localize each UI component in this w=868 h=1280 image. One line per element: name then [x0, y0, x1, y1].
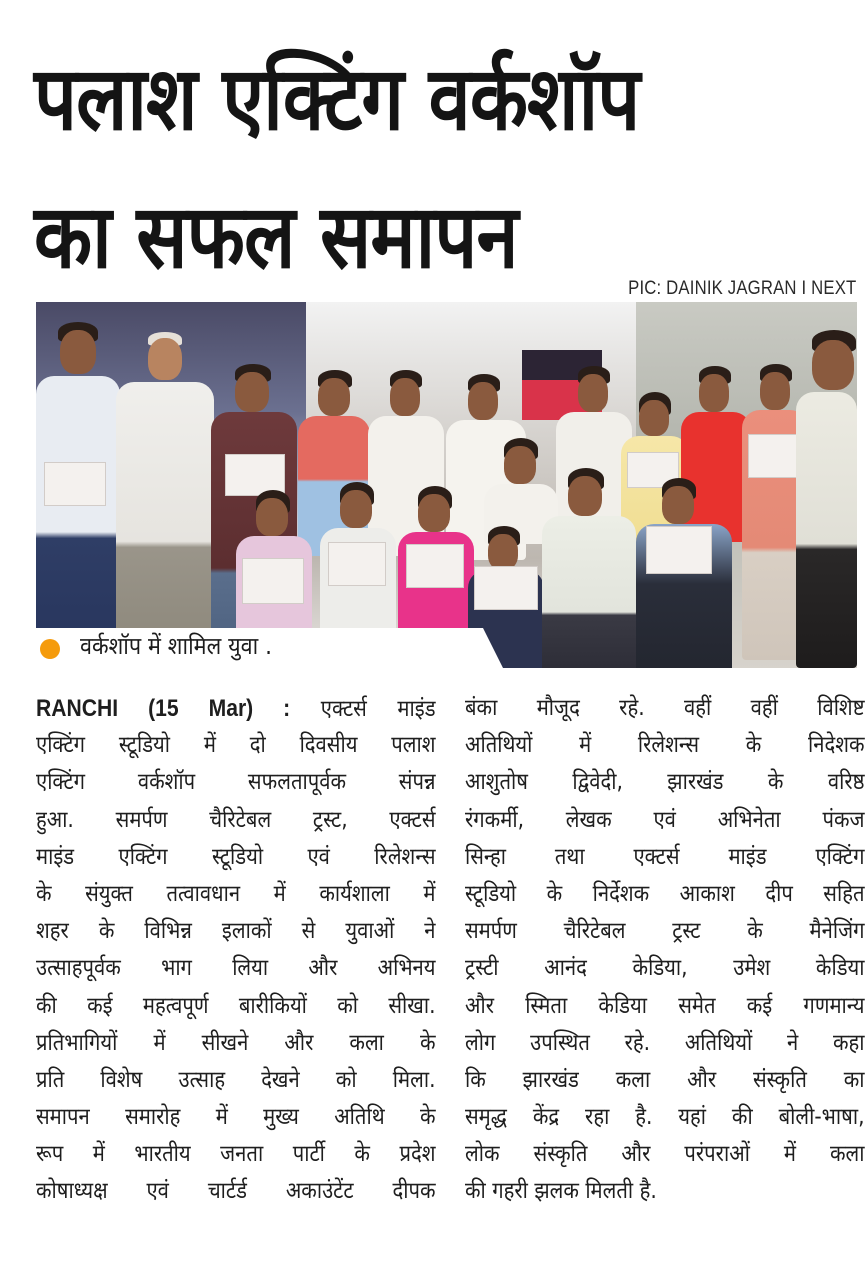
body-line: अतिथियों में रिलेशन्स के निदेशक — [465, 732, 865, 759]
headline-line-2: का सफल समापन — [34, 185, 518, 288]
body-line: प्रति विशेष उत्साह देखने को मिला. — [36, 1066, 436, 1093]
photo-credit: PIC: DAINIK JAGRAN I NEXT — [627, 278, 856, 299]
article-body-left-column — [36, 690, 436, 1211]
photo-caption: वर्कशॉप में शामिल युवा . — [80, 632, 272, 660]
headline — [34, 30, 739, 306]
body-line: कोषाध्यक्ष एवं चार्टर्ड अकाउंटेंट दीपक — [36, 1178, 436, 1205]
body-line: सिन्हा तथा एक्टर्स माइंड एक्टिंग — [465, 843, 865, 870]
body-line: ट्रस्टी आनंद केडिया, उमेश केडिया — [465, 955, 865, 982]
body-line: समापन समारोह में मुख्य अतिथि के — [36, 1104, 436, 1131]
body-line: समर्पण चैरिटेबल ट्रस्ट के मैनेजिंग — [465, 918, 865, 945]
body-line: लोक संस्कृति और परंपराओं में कला — [465, 1141, 865, 1168]
body-line: माइंड एक्टिंग स्टूडियो एवं रिलेशन्स — [36, 843, 436, 870]
body-line: आशुतोष द्विवेदी, झारखंड के वरिष्ठ — [465, 769, 865, 796]
headline-line-1: पलाश एक्टिंग वर्कशॉप — [34, 47, 640, 150]
caption-bullet-icon — [40, 639, 60, 659]
body-line: रूप में भारतीय जनता पार्टी के प्रदेश — [36, 1141, 436, 1168]
body-line: बंका मौजूद रहे. वहीं वहीं विशिष्ट — [465, 695, 865, 721]
body-line: रंगकर्मी, लेखक एवं अभिनेता पंकज — [465, 806, 865, 833]
article-body-right-column — [465, 690, 865, 1211]
body-line: लोग उपस्थित रहे. अतिथियों ने कहा — [465, 1029, 865, 1056]
body-line: और स्मिता केडिया समेत कई गणमान्य — [465, 992, 865, 1019]
body-line: के संयुक्त तत्वावधान में कार्यशाला में — [36, 880, 436, 907]
dateline: RANCHI (15 Mar) : — [36, 695, 291, 722]
body-line: RANCHI (15 Mar) : एक्टर्स माइंड — [36, 695, 436, 722]
body-line: कि झारखंड कला और संस्कृति का — [465, 1066, 865, 1093]
body-line: प्रतिभागियों में सीखने और कला के — [36, 1029, 436, 1056]
body-line: शहर के विभिन्न इलाकों से युवाओं ने — [36, 918, 436, 945]
body-line: की गहरी झलक मिलती है. — [465, 1178, 657, 1205]
body-line: हुआ. समर्पण चैरिटेबल ट्रस्ट, एक्टर्स — [36, 806, 436, 833]
body-line: स्टूडियो के निर्देशक आकाश दीप सहित — [465, 880, 865, 907]
group-photo — [36, 302, 857, 668]
body-line: की कई महत्वपूर्ण बारीकियों को सीखा. — [36, 992, 436, 1019]
body-line: समृद्ध केंद्र रहा है. यहां की बोली-भाषा, — [465, 1104, 865, 1131]
body-line: एक्टिंग स्टूडियो में दो दिवसीय पलाश — [36, 732, 436, 759]
body-line: उत्साहपूर्वक भाग लिया और अभिनय — [36, 955, 436, 982]
body-line: एक्टिंग वर्कशॉप सफलतापूर्वक संपन्न — [36, 769, 436, 796]
